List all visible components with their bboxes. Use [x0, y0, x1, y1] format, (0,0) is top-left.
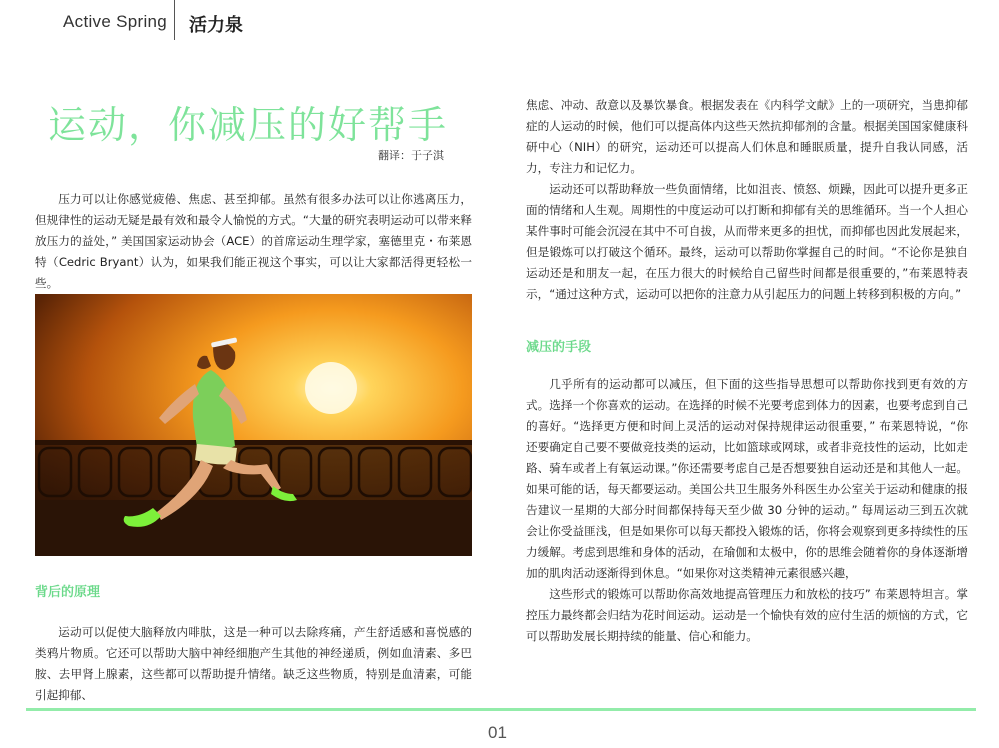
section-principle-body — [35, 622, 472, 706]
header-divider — [174, 0, 175, 40]
right-column-methods — [526, 374, 968, 647]
page-header — [0, 0, 999, 48]
page-number: 01 — [488, 723, 507, 742]
right-column-top — [526, 95, 968, 305]
methods-paragraph-2: 这些形式的锻炼可以帮助你高效地提高管理压力和放松的技巧” 布莱恩特坦言。掌控压力最终都会归结为花时间运动。运动是一个愉快有效的应付生活的烦恼的方式，它可以帮助发展长期持续的能量、信心和能力。 — [526, 587, 968, 643]
intro-block — [35, 189, 472, 294]
brand-name-cn: 活力泉 — [189, 15, 243, 36]
right-paragraph-negative-emotions: 运动还可以帮助释放一些负面情绪，比如沮丧、愤怒、烦躁，因此可以提升更多正面的情绪和人生观。周期性的中度运动可以打断和抑郁有关的思维循环。当一个人担心某件事时可能会沉浸在其中不可自拔，从而带来更多的担忧，而抑郁也因此发展起来，但是锻炼可以打破这个循环。最终，运动可以帮助你掌握自己的时间。“不论你是独自运动还是和朋友一起，在压力很大的时候给自己留些时间都是很重要的，”布莱恩特表示，“通过这种方式，运动可以把你的注意力从引起压力的问题上转移到积极的方向。” — [526, 182, 968, 301]
sunset-runner-image — [35, 294, 472, 556]
right-paragraph-continued: 焦虑、冲动、敌意以及暴饮暴食。根据发表在《内科学文献》上的一项研究，当患抑郁症的人运动的时候，他们可以提高体内这些天然抗抑郁剂的含量。根据美国国家健康科研中心（NIH）的研究，运动还可以提高人们休息和睡眠质量，提升自我认同感，活力，专注力和记忆力。 — [526, 98, 968, 175]
intro-paragraph: 压力可以让你感觉疲倦、焦虑、甚至抑郁。虽然有很多办法可以让你逃离压力，但规律性的运动无疑是最有效和最令人愉悦的方式。“大量的研究表明运动可以带来释放压力的益处，” 美国国家运动协会（ACE）的首席运动生理学家，塞德里克・布莱恩特（Cedric Bryant）认为，如果我们能正视这个事实，可以让大家都活得更轻松一些。 — [35, 192, 472, 290]
section-principle-paragraph: 运动可以促使大脑释放内啡肽，这是一种可以去除疼痛，产生舒适感和喜悦感的类鸦片物质。它还可以帮助大脑中神经细胞产生其他的神经递质，例如血清素、多巴胺、去甲肾上腺素，这些都可以帮助提升情绪。缺乏这些物质，特别是血清素，可能引起抑郁、 — [35, 625, 472, 702]
translator-credit: 翻译：于子淇 — [378, 149, 444, 162]
footer-divider — [26, 708, 976, 711]
article-title: 运动，你减压的好帮手 — [48, 103, 449, 147]
runner-photo — [35, 294, 472, 556]
methods-paragraph-1: 几乎所有的运动都可以减压，但下面的这些指导思想可以帮助你找到更有效的方式。选择一个你喜欢的运动。在选择的时候不光要考虑到体力的因素，也要考虑到自己的喜好。“选择更方便和时间上灵活的运动对保持规律运动很重要，” 布莱恩特说，“你还要确定自己要不要做竞技类的运动，比如篮球或网球，或者非竞技性的运动，比如走路、骑车或者上有氧运动课。”你还需要考虑自己是否想要独自运动还是和其他人一起。如果可能的话，每天都要运动。美国公共卫生服务外科医生办公室关于运动和健康的报告建议一星期的大部分时间都保持每天至少做 30 分钟的运动。” 每周运动三到五次就会让你受益匪浅，但是如果你可以每天都投入锻炼的话，你将会观察到更多持续性的压力缓解。考虑到思维和身体的活动，在瑜伽和太极中，你的思维会随着你的身体逐渐增加的肌肉活动逐渐得到休息。“如果你对这类精神元素很感兴趣， — [526, 377, 968, 580]
brand-name-en: Active Spring — [63, 12, 168, 31]
section-heading-methods: 减压的手段 — [526, 340, 592, 355]
section-heading-principle: 背后的原理 — [35, 585, 101, 600]
